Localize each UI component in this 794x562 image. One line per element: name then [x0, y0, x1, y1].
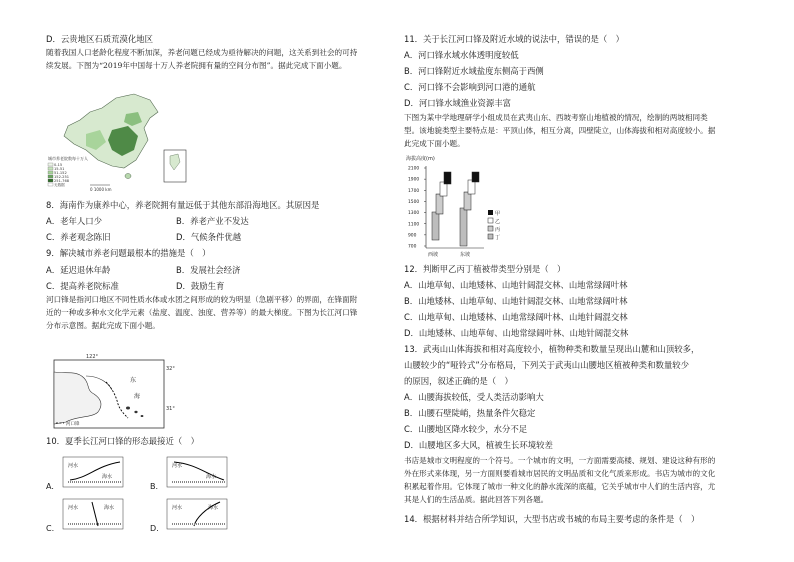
legend-swatch-2 — [48, 167, 53, 170]
island-2 — [134, 411, 137, 413]
svg-text:河水: 河水 — [68, 505, 79, 511]
question-13-line2: 山腰较少的“哑铃式”分布格局，下列关于武夷山山腰地区植被种类和数量较少 — [404, 360, 690, 370]
q10-option-a-diagram — [62, 456, 142, 490]
q12-option-b[interactable]: B．山地矮林、山地草甸、山地针阔混交林、山地常绿阔叶林 — [404, 296, 628, 306]
q10-option-c-diagram — [62, 498, 142, 532]
vegetation-chart-svg — [404, 152, 534, 260]
y-tick-label: 1700 — [408, 188, 420, 194]
y-tick-label: 1900 — [408, 177, 420, 183]
legend-jia-swatch — [488, 210, 493, 215]
q10-option-c[interactable] — [46, 498, 146, 532]
q11-option-c[interactable]: C．河口锋不会影响到河口港的通航 — [404, 82, 536, 92]
question-12: 12．判断甲乙丙丁植被带类型分别是（ ） — [404, 264, 566, 274]
q11-option-a[interactable]: A．河口锋水域水体透明度较低 — [404, 50, 519, 60]
chart-columns — [432, 172, 479, 246]
legend-swatch-6 — [48, 183, 53, 186]
q10-option-d-label: D. — [150, 524, 159, 533]
legend-swatch-3 — [48, 171, 53, 174]
map-legend-title: 城市养老院数每十万人 — [48, 156, 88, 161]
svg-text:海水: 海水 — [208, 505, 219, 511]
legend-ding-swatch — [488, 234, 493, 239]
q9-option-a[interactable]: A．延迟退休年龄 — [46, 265, 111, 275]
svg-text:河水: 河水 — [172, 505, 183, 511]
legend-front-label: 河口锋 — [66, 422, 80, 427]
q11-option-b[interactable]: B．河口锋附近水域盐度东侧高于西侧 — [404, 66, 544, 76]
x-label-east: 东坡 — [460, 252, 471, 258]
estuary-map-figure — [46, 352, 176, 432]
q9-option-b[interactable]: B．发展社会经济 — [176, 265, 241, 275]
q9-option-d[interactable]: D．鼓励生育 — [176, 281, 225, 291]
question-8: 8．海南作为康养中心，养老院拥有量远低于其他东部沿海地区。其原因是 — [46, 200, 320, 210]
q13-option-d[interactable]: D．山腰地区多大风，植被生长环境较差 — [404, 440, 553, 450]
question-13-line1: 13．武夷山山体海拔和相对高度较小，植物种类和数量呈现出山麓和山顶较多， — [404, 344, 700, 354]
q10-option-b-diagram — [166, 456, 246, 490]
china-map-svg — [46, 90, 196, 195]
chart-y-label: 海拔高度(m) — [406, 156, 435, 162]
legend-label-1: 0-15 — [54, 163, 63, 167]
svg-text:河水: 河水 — [172, 463, 183, 469]
q12-option-d[interactable]: D．山地矮林、山地草甸、山地常绿阔叶林、山地针阔混交林 — [404, 328, 629, 338]
china-map-figure — [46, 90, 196, 195]
island-3 — [141, 415, 144, 417]
y-tick-label: 1500 — [408, 200, 420, 206]
legend-label-6: 无数据 — [54, 183, 65, 187]
estuary-map-svg — [46, 352, 176, 432]
legend-yi-swatch — [488, 218, 493, 223]
west-bing-band — [436, 194, 443, 214]
vegetation-chart-figure — [404, 152, 534, 260]
q13-option-a[interactable]: A．山腰海拔较低，受人类活动影响大 — [404, 392, 544, 402]
east-label: 东 — [130, 377, 137, 384]
q10-option-b[interactable] — [150, 456, 250, 490]
chart-y-ticks — [408, 166, 426, 250]
west-ding-band — [432, 212, 439, 240]
latitude-top-label: 32° — [166, 366, 175, 372]
scale-label: 0 1000 km — [90, 187, 112, 192]
east-bing-band — [464, 192, 471, 210]
question-10: 10．夏季长江河口锋的形态最接近（ ） — [46, 436, 200, 446]
q8-option-a[interactable]: A．老年人口少 — [46, 216, 102, 226]
y-tick-label: 900 — [408, 233, 417, 239]
question-11: 11．关于长江河口锋及附近水域的说法中，错误的是（ ） — [404, 34, 625, 44]
legend-bing-label: 丙 — [495, 227, 501, 233]
q10-option-a-label: A. — [46, 482, 54, 491]
chart-legend — [488, 210, 500, 241]
sea-label: 海 — [134, 393, 141, 400]
x-label-west: 西坡 — [428, 252, 439, 258]
svg-text:河水: 河水 — [68, 463, 79, 469]
q11-option-d[interactable]: D．河口锋水域渔业资源丰富 — [404, 98, 511, 108]
svg-text:海水: 海水 — [104, 505, 115, 511]
legend-label-5: 251-768 — [54, 179, 70, 183]
y-tick-label: 700 — [408, 244, 417, 250]
question-14: 14．根据材料并结合所学知识，大型书店或书城的布局主要考虑的条件是（ ） — [404, 514, 700, 524]
q10-option-b-label: B. — [150, 482, 159, 491]
bookstore-intro-paragraph: 书店是城市文明程度的一个符号。一个城市的文明，一方面需要高楼、规划、建设这种有形的外在形式来体现，另一方面则要看城市居民的文明品质和文化气质来形成。书店为城市的文化积累起着作用。它体现了城市一种文化的静水流深的底蕴，它关乎城市中人们的生活内容，尤其是人们的生活品质。据此回答下列各题。 — [404, 456, 716, 504]
legend-yi-label: 乙 — [495, 219, 501, 225]
y-tick-label: 2100 — [408, 166, 420, 172]
legend-swatch-5 — [48, 179, 53, 182]
q10-option-a[interactable] — [46, 456, 146, 490]
legend-swatch-4 — [48, 175, 53, 178]
island-1 — [126, 407, 130, 410]
svg-text:海水: 海水 — [206, 474, 217, 480]
west-jia-band — [444, 172, 451, 184]
legend-swatch-1 — [48, 163, 53, 166]
legend-label-3: 51-152 — [54, 171, 67, 175]
aging-intro-paragraph: 随着我国人口老龄化程度不断加深，养老问题已经成为亟待解决的问题，这关系到社会的可持续发展。下图为“2019年中国每十万人养老院拥有量的空间分布图”。据此完成下面小题。 — [46, 48, 358, 70]
q12-option-c[interactable]: C．山地草甸、山地矮林、山地常绿阔叶林、山地针阔混交林 — [404, 312, 628, 322]
q10-option-d[interactable] — [150, 498, 250, 532]
estuary-intro-paragraph: 河口锋是指河口地区不同性质水体或水团之间形成的较为明显（急剧平移）的界面，在锋面附近的一种或多种水文化学元素（盐度、温度、浊度、营养等）的最大梯度。下图为长江河口锋分布示意图。据此完成下面小题。 — [46, 295, 358, 330]
question-9: 9．解决城市养老问题最根本的措施是（ ） — [46, 248, 211, 258]
q10-option-d-diagram — [166, 498, 246, 532]
hainan-island — [125, 174, 131, 179]
y-tick-label: 1100 — [408, 222, 420, 228]
legend-bing-swatch — [488, 226, 493, 231]
legend-jia-label: 甲 — [495, 211, 501, 217]
q13-option-b[interactable]: B．山腰石壁陡峭，热量条件欠稳定 — [404, 408, 536, 418]
latitude-bottom-label: 31° — [166, 406, 175, 412]
legend-ding-label: 丁 — [495, 235, 501, 241]
q8-option-c[interactable]: C．养老观念陈旧 — [46, 232, 111, 242]
q8-option-d[interactable]: D．气候条件优越 — [176, 232, 242, 242]
y-tick-label: 1300 — [408, 211, 420, 217]
question-13-line3: 的原因，叙述正确的是（ ） — [404, 376, 513, 386]
legend-label-4: 152-251 — [54, 175, 70, 179]
q12-option-a[interactable]: A．山地草甸、山地矮林、山地针阔混交林、山地常绿阔叶林 — [404, 280, 628, 290]
q10-option-c-label: C. — [46, 524, 55, 533]
q9-option-c[interactable]: C．提高养老院标准 — [46, 281, 119, 291]
longitude-label: 122° — [86, 354, 99, 360]
q8-option-b[interactable]: B．养老产业不发达 — [176, 216, 249, 226]
option-d-previous: D．云贵地区石质荒漠化地区 — [46, 34, 153, 44]
q13-option-c[interactable]: C．山腰地区降水较少，水分不足 — [404, 424, 528, 434]
legend-label-2: 15-51 — [54, 167, 65, 171]
svg-text:海水: 海水 — [102, 474, 113, 480]
wuyi-intro-paragraph: 下图为某中学地理研学小组成员在武夷山东、西坡考察山地植被的情况，绘制的两坡相同类型。该地貌类型主要特点是：平顶山体，相互分离，四壁陡立，山体海拔和相对高度较小。据此完成下面小题。 — [404, 113, 716, 148]
east-ding-band — [460, 208, 467, 246]
east-jia-band — [472, 172, 479, 182]
